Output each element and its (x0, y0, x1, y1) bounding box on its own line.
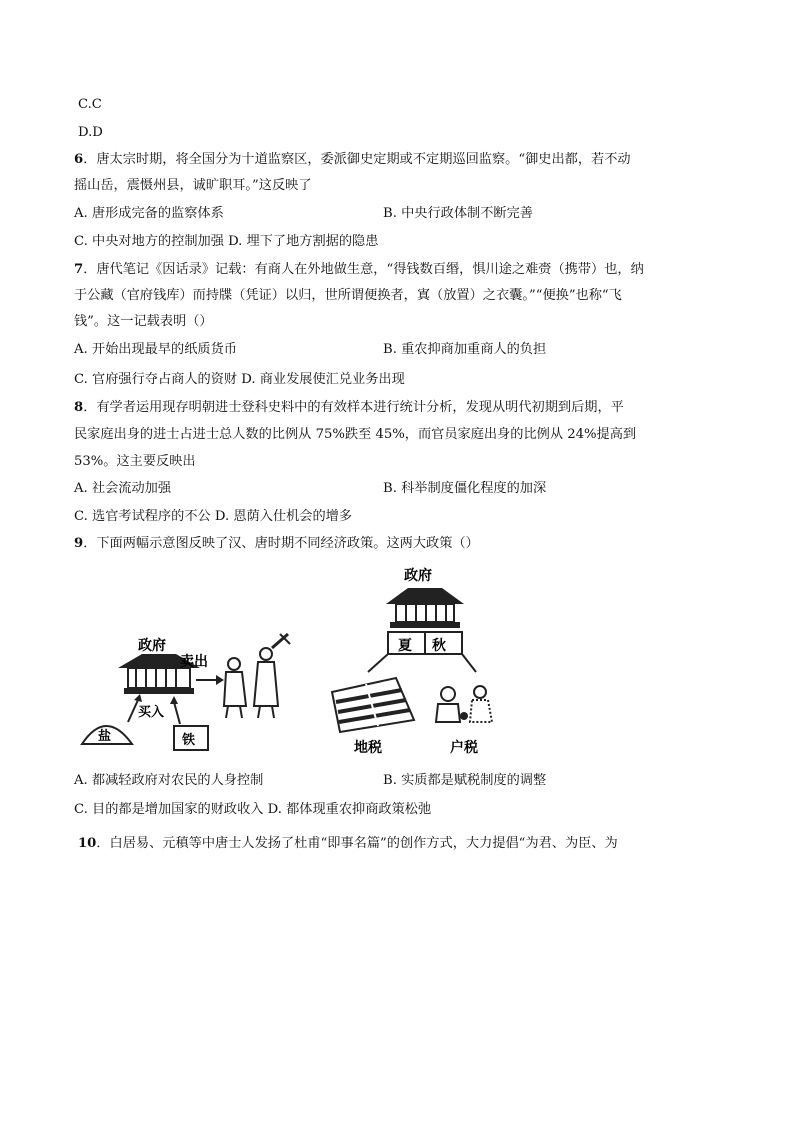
question-6-option-a: A. 唐形成完备的监察体系 (74, 206, 224, 221)
question-8-stem-3: 53%。这主要反映出 (74, 454, 196, 469)
question-8-option-cd: C. 选官考试程序的不公 D. 恩荫入仕机会的增多 (74, 509, 353, 524)
question-7-option-a: A. 开始出现最早的纸质货币 (74, 342, 237, 357)
option-d-leftover: D.D (78, 125, 103, 140)
sell-arrow-icon (196, 675, 224, 685)
question-7-line-1 (74, 261, 644, 279)
summer-label: 夏 (398, 638, 412, 654)
question-6-option-cd: C. 中央对地方的控制加强 D. 埋下了地方割据的隐患 (74, 234, 379, 249)
iron-label: 铁 (182, 733, 196, 748)
tax-branch-lines (368, 654, 476, 672)
question-7-stem-3: 钱”。这一记载表明（） (74, 314, 213, 329)
right-gov-label: 政府 (404, 568, 432, 584)
right-government-building-icon (386, 588, 464, 628)
household-people-icon (436, 686, 492, 722)
question-9-number: 9 (74, 536, 84, 551)
question-6-stem-1: ．唐太宗时期，将全国分为十道监察区，委派御史定期或不定期巡回监察。“御史出都，若不动 (83, 152, 631, 167)
question-9-line-1 (74, 535, 479, 553)
question-7-number: 7 (74, 262, 84, 277)
land-tax-label: 地税 (354, 740, 382, 756)
left-buy-label: 买入 (138, 705, 165, 720)
question-6-number: 6 (74, 152, 84, 167)
question-8-stem-2: 民家庭出身的进士占进士总人数的比例从 75%跌至 45%，而官员家庭出身的比例从 24%提高到 (74, 427, 637, 442)
question-7-option-b: B. 重农抑商加重商人的负担 (383, 342, 547, 357)
question-8-option-b: B. 科举制度僵化程度的加深 (383, 481, 547, 496)
question-8-stem-1: ．有学者运用现存明朝进士登科史料中的有效样本进行统计分析，发现从明代初期到后期，平 (83, 400, 624, 415)
question-7-stem-1: ．唐代笔记《因话录》记载：有商人在外地做生意，“得钱数百缗，惧川途之难赍（携带）也，纳 (83, 262, 644, 277)
question-9-option-cd: C. 目的都是增加国家的财政收入 D. 都体现重农抑商政策松弛 (74, 802, 432, 817)
merchant-figures-icon (224, 634, 290, 718)
option-c-leftover: C.C (78, 97, 102, 112)
farmland-fields-icon (332, 678, 414, 732)
household-tax-label: 户税 (450, 740, 478, 756)
question-7-option-cd: C. 官府强行夺占商人的资财 D. 商业发展使汇兑业务出现 (74, 372, 405, 387)
question-7-stem-2: 于公藏（官府钱库）而持牒（凭证）以归，世所谓便换者，寘（放置）之衣囊。”“便换”也称“飞 (74, 288, 622, 303)
question-10-line-1 (78, 835, 618, 853)
question-10-stem-1: ．白居易、元稹等中唐士人发扬了杜甫“即事名篇”的创作方式，大力提倡“为君、为臣、为 (96, 836, 618, 851)
question-8-line-1 (74, 399, 624, 417)
question-6-option-b: B. 中央行政体制不断完善 (383, 206, 533, 221)
question-10-number: 10 (78, 836, 97, 851)
salt-label: 盐 (98, 729, 112, 744)
question-8-option-a: A. 社会流动加强 (74, 481, 172, 496)
question-6-stem-2: 摇山岳，震慑州县，诚旷职耳。”这反映了 (74, 178, 312, 193)
han-salt-iron-diagram (76, 630, 306, 758)
left-gov-label: 政府 (138, 638, 166, 654)
tang-two-tax-diagram (326, 562, 526, 762)
left-sell-label: 卖出 (180, 654, 208, 670)
question-9-option-a: A. 都减轻政府对农民的人身控制 (74, 773, 264, 788)
question-6-line-1 (74, 151, 631, 169)
autumn-label: 秋 (432, 638, 446, 654)
question-8-number: 8 (74, 400, 84, 415)
question-9-stem-1: ．下面两幅示意图反映了汉、唐时期不同经济政策。这两大政策（） (83, 536, 479, 551)
question-9-option-b: B. 实质都是赋税制度的调整 (383, 773, 547, 788)
